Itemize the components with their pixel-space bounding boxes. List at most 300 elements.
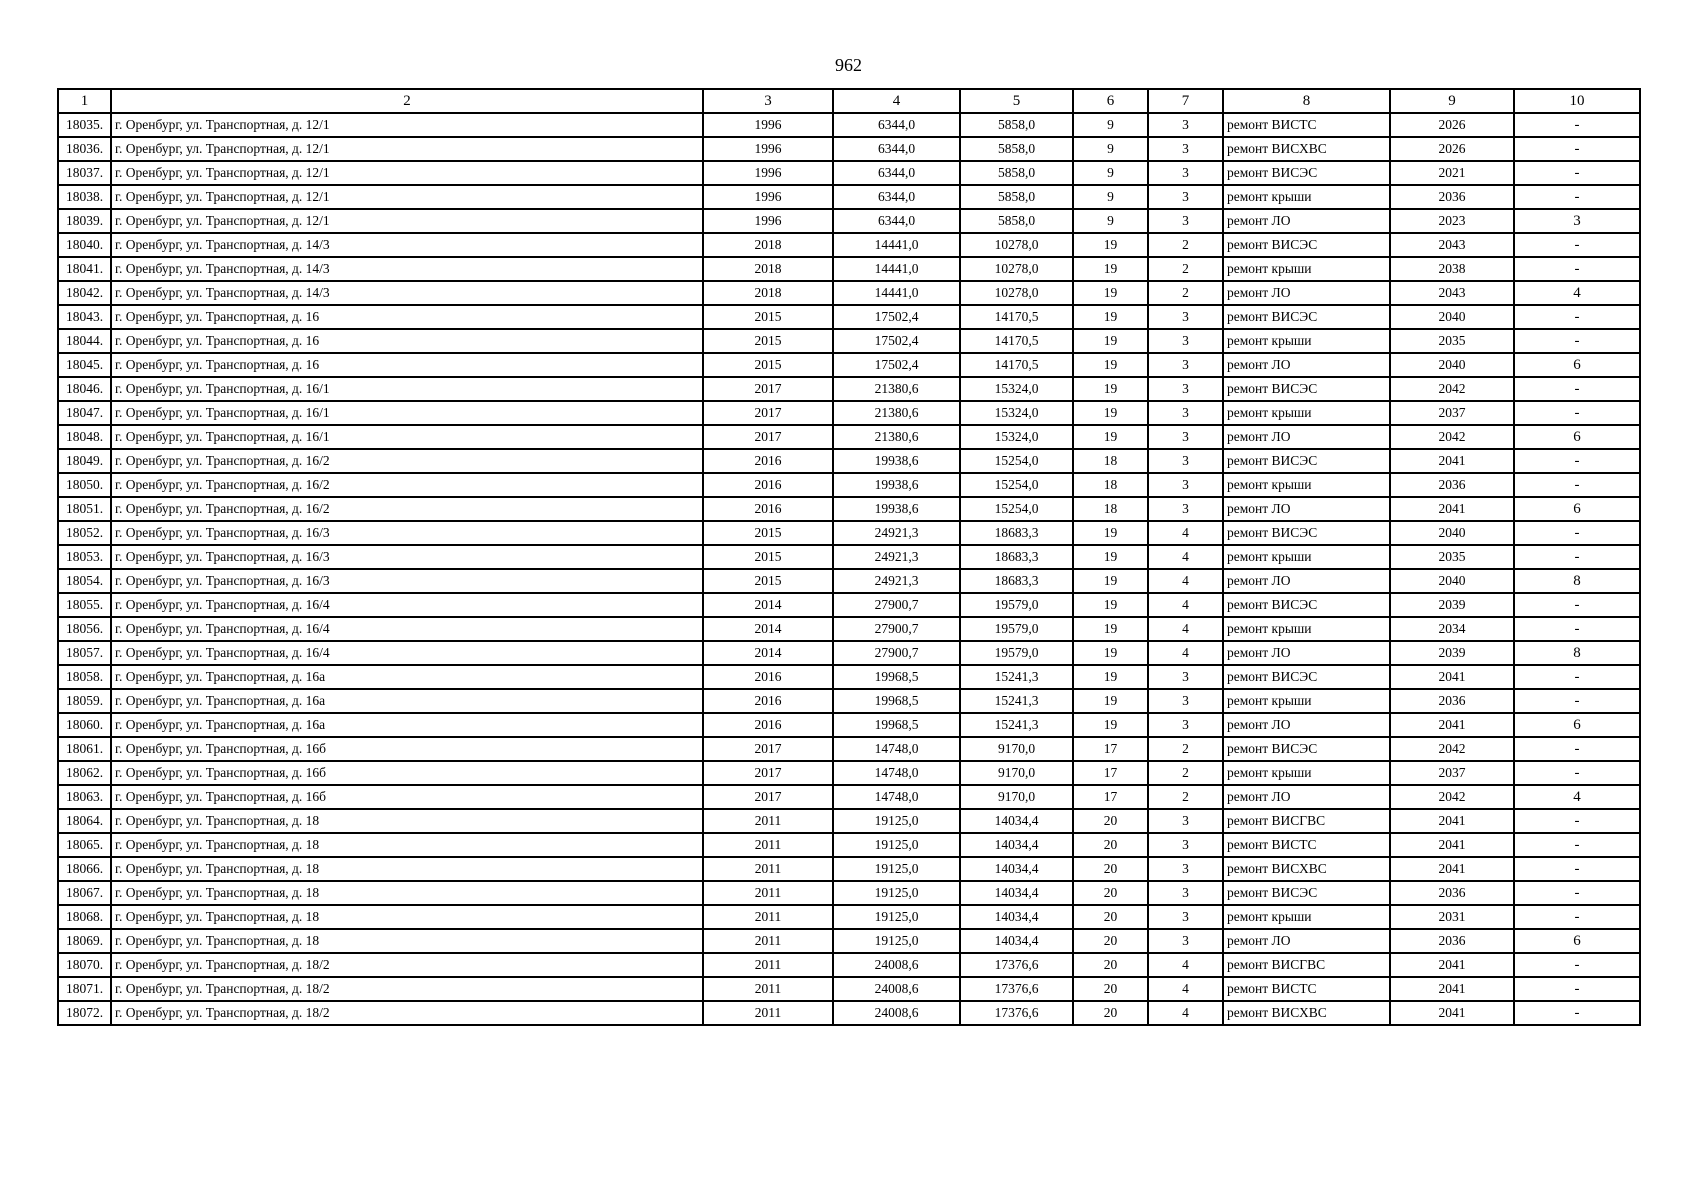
year-cell: 2017 [703, 425, 833, 449]
table-row [58, 689, 1640, 713]
floors-cell: 19 [1073, 281, 1148, 305]
row-number-cell: 18071. [58, 977, 111, 1001]
entrances-cell: 2 [1148, 761, 1223, 785]
work-type-cell: ремонт крыши [1223, 905, 1390, 929]
address-cell: г. Оренбург, ул. Транспортная, д. 16/2 [111, 497, 703, 521]
work-type-cell: ремонт крыши [1223, 401, 1390, 425]
floors-cell: 17 [1073, 761, 1148, 785]
address-cell: г. Оренбург, ул. Транспортная, д. 16 [111, 353, 703, 377]
row-number-cell: 18057. [58, 641, 111, 665]
table-body [58, 113, 1640, 1025]
work-type-cell: ремонт ВИСЭС [1223, 377, 1390, 401]
planned-year-cell: 2036 [1390, 473, 1514, 497]
address-cell: г. Оренбург, ул. Транспортная, д. 12/1 [111, 185, 703, 209]
address-cell: г. Оренбург, ул. Транспортная, д. 18 [111, 881, 703, 905]
total-area-cell: 19125,0 [833, 809, 960, 833]
column-header: 2 [111, 89, 703, 113]
table-row [58, 545, 1640, 569]
extra-value-cell: - [1514, 377, 1640, 401]
year-cell: 2015 [703, 521, 833, 545]
table-row [58, 329, 1640, 353]
address-cell: г. Оренбург, ул. Транспортная, д. 12/1 [111, 161, 703, 185]
total-area-cell: 19125,0 [833, 929, 960, 953]
row-number-cell: 18055. [58, 593, 111, 617]
year-cell: 2018 [703, 281, 833, 305]
address-cell: г. Оренбург, ул. Транспортная, д. 16/4 [111, 617, 703, 641]
planned-year-cell: 2036 [1390, 929, 1514, 953]
extra-value-cell: - [1514, 257, 1640, 281]
row-number-cell: 18065. [58, 833, 111, 857]
entrances-cell: 3 [1148, 473, 1223, 497]
total-area-cell: 19125,0 [833, 857, 960, 881]
floors-cell: 19 [1073, 713, 1148, 737]
entrances-cell: 3 [1148, 713, 1223, 737]
table-row [58, 713, 1640, 737]
living-area-cell: 14034,4 [960, 905, 1073, 929]
year-cell: 2011 [703, 1001, 833, 1025]
extra-value-cell: - [1514, 473, 1640, 497]
floors-cell: 9 [1073, 209, 1148, 233]
column-header: 10 [1514, 89, 1640, 113]
row-number-cell: 18069. [58, 929, 111, 953]
planned-year-cell: 2041 [1390, 497, 1514, 521]
year-cell: 2016 [703, 497, 833, 521]
table-row [58, 449, 1640, 473]
planned-year-cell: 2041 [1390, 449, 1514, 473]
year-cell: 2011 [703, 881, 833, 905]
extra-value-cell: - [1514, 689, 1640, 713]
living-area-cell: 15254,0 [960, 449, 1073, 473]
total-area-cell: 6344,0 [833, 185, 960, 209]
total-area-cell: 14748,0 [833, 737, 960, 761]
total-area-cell: 14441,0 [833, 281, 960, 305]
table-row [58, 809, 1640, 833]
table-row [58, 833, 1640, 857]
row-number-cell: 18045. [58, 353, 111, 377]
entrances-cell: 4 [1148, 641, 1223, 665]
year-cell: 2011 [703, 833, 833, 857]
address-cell: г. Оренбург, ул. Транспортная, д. 12/1 [111, 113, 703, 137]
row-number-cell: 18066. [58, 857, 111, 881]
table-row [58, 857, 1640, 881]
planned-year-cell: 2041 [1390, 1001, 1514, 1025]
planned-year-cell: 2036 [1390, 185, 1514, 209]
table-row [58, 521, 1640, 545]
living-area-cell: 14034,4 [960, 809, 1073, 833]
planned-year-cell: 2037 [1390, 761, 1514, 785]
entrances-cell: 3 [1148, 905, 1223, 929]
work-type-cell: ремонт ВИСЭС [1223, 233, 1390, 257]
extra-value-cell: - [1514, 185, 1640, 209]
total-area-cell: 24008,6 [833, 977, 960, 1001]
floors-cell: 19 [1073, 665, 1148, 689]
living-area-cell: 10278,0 [960, 233, 1073, 257]
entrances-cell: 3 [1148, 449, 1223, 473]
planned-year-cell: 2035 [1390, 545, 1514, 569]
row-number-cell: 18063. [58, 785, 111, 809]
floors-cell: 19 [1073, 377, 1148, 401]
work-type-cell: ремонт ЛО [1223, 209, 1390, 233]
table-row [58, 425, 1640, 449]
floors-cell: 17 [1073, 737, 1148, 761]
living-area-cell: 5858,0 [960, 161, 1073, 185]
planned-year-cell: 2040 [1390, 305, 1514, 329]
year-cell: 1996 [703, 113, 833, 137]
row-number-cell: 18046. [58, 377, 111, 401]
year-cell: 2018 [703, 257, 833, 281]
address-cell: г. Оренбург, ул. Транспортная, д. 18/2 [111, 977, 703, 1001]
planned-year-cell: 2039 [1390, 641, 1514, 665]
row-number-cell: 18049. [58, 449, 111, 473]
extra-value-cell: - [1514, 113, 1640, 137]
address-cell: г. Оренбург, ул. Транспортная, д. 16/2 [111, 473, 703, 497]
extra-value-cell: 3 [1514, 209, 1640, 233]
planned-year-cell: 2043 [1390, 281, 1514, 305]
entrances-cell: 2 [1148, 233, 1223, 257]
year-cell: 2017 [703, 377, 833, 401]
year-cell: 2014 [703, 641, 833, 665]
year-cell: 1996 [703, 161, 833, 185]
floors-cell: 20 [1073, 953, 1148, 977]
year-cell: 2014 [703, 617, 833, 641]
planned-year-cell: 2038 [1390, 257, 1514, 281]
entrances-cell: 3 [1148, 497, 1223, 521]
year-cell: 2017 [703, 761, 833, 785]
living-area-cell: 17376,6 [960, 1001, 1073, 1025]
living-area-cell: 10278,0 [960, 257, 1073, 281]
work-type-cell: ремонт крыши [1223, 257, 1390, 281]
address-cell: г. Оренбург, ул. Транспортная, д. 16/4 [111, 641, 703, 665]
row-number-cell: 18038. [58, 185, 111, 209]
row-number-cell: 18037. [58, 161, 111, 185]
living-area-cell: 15241,3 [960, 665, 1073, 689]
work-type-cell: ремонт ЛО [1223, 425, 1390, 449]
floors-cell: 19 [1073, 257, 1148, 281]
extra-value-cell: - [1514, 401, 1640, 425]
entrances-cell: 4 [1148, 953, 1223, 977]
floors-cell: 19 [1073, 353, 1148, 377]
address-cell: г. Оренбург, ул. Транспортная, д. 12/1 [111, 209, 703, 233]
work-type-cell: ремонт ЛО [1223, 713, 1390, 737]
entrances-cell: 4 [1148, 977, 1223, 1001]
planned-year-cell: 2037 [1390, 401, 1514, 425]
floors-cell: 19 [1073, 617, 1148, 641]
floors-cell: 20 [1073, 857, 1148, 881]
address-cell: г. Оренбург, ул. Транспортная, д. 16/1 [111, 377, 703, 401]
extra-value-cell: - [1514, 449, 1640, 473]
floors-cell: 17 [1073, 785, 1148, 809]
planned-year-cell: 2039 [1390, 593, 1514, 617]
planned-year-cell: 2042 [1390, 785, 1514, 809]
extra-value-cell: - [1514, 329, 1640, 353]
table-row [58, 377, 1640, 401]
year-cell: 2011 [703, 809, 833, 833]
entrances-cell: 2 [1148, 257, 1223, 281]
work-type-cell: ремонт крыши [1223, 473, 1390, 497]
row-number-cell: 18035. [58, 113, 111, 137]
column-number-header-row [58, 89, 1640, 113]
year-cell: 2017 [703, 785, 833, 809]
address-cell: г. Оренбург, ул. Транспортная, д. 18 [111, 905, 703, 929]
entrances-cell: 3 [1148, 305, 1223, 329]
page-number: 962 [835, 55, 862, 75]
address-cell: г. Оренбург, ул. Транспортная, д. 16 [111, 305, 703, 329]
total-area-cell: 19938,6 [833, 473, 960, 497]
extra-value-cell: - [1514, 857, 1640, 881]
extra-value-cell: 6 [1514, 929, 1640, 953]
column-header: 7 [1148, 89, 1223, 113]
living-area-cell: 17376,6 [960, 953, 1073, 977]
floors-cell: 20 [1073, 1001, 1148, 1025]
address-cell: г. Оренбург, ул. Транспортная, д. 18 [111, 809, 703, 833]
row-number-cell: 18040. [58, 233, 111, 257]
living-area-cell: 5858,0 [960, 113, 1073, 137]
year-cell: 2018 [703, 233, 833, 257]
total-area-cell: 24008,6 [833, 953, 960, 977]
table-row [58, 977, 1640, 1001]
entrances-cell: 4 [1148, 569, 1223, 593]
entrances-cell: 3 [1148, 689, 1223, 713]
table-row [58, 209, 1640, 233]
year-cell: 2016 [703, 665, 833, 689]
year-cell: 2016 [703, 473, 833, 497]
row-number-cell: 18056. [58, 617, 111, 641]
address-cell: г. Оренбург, ул. Транспортная, д. 14/3 [111, 281, 703, 305]
living-area-cell: 9170,0 [960, 785, 1073, 809]
floors-cell: 9 [1073, 113, 1148, 137]
entrances-cell: 3 [1148, 185, 1223, 209]
planned-year-cell: 2043 [1390, 233, 1514, 257]
column-header: 5 [960, 89, 1073, 113]
work-type-cell: ремонт ЛО [1223, 641, 1390, 665]
address-cell: г. Оренбург, ул. Транспортная, д. 18 [111, 857, 703, 881]
extra-value-cell: 6 [1514, 713, 1640, 737]
extra-value-cell: 6 [1514, 425, 1640, 449]
entrances-cell: 3 [1148, 425, 1223, 449]
total-area-cell: 19938,6 [833, 449, 960, 473]
address-cell: г. Оренбург, ул. Транспортная, д. 16а [111, 665, 703, 689]
total-area-cell: 6344,0 [833, 113, 960, 137]
address-cell: г. Оренбург, ул. Транспортная, д. 16б [111, 761, 703, 785]
row-number-cell: 18044. [58, 329, 111, 353]
work-type-cell: ремонт ВИСХВС [1223, 857, 1390, 881]
work-type-cell: ремонт ВИСЭС [1223, 305, 1390, 329]
extra-value-cell: 6 [1514, 497, 1640, 521]
floors-cell: 19 [1073, 641, 1148, 665]
address-cell: г. Оренбург, ул. Транспортная, д. 18 [111, 929, 703, 953]
work-type-cell: ремонт ВИСЭС [1223, 737, 1390, 761]
planned-year-cell: 2026 [1390, 113, 1514, 137]
living-area-cell: 5858,0 [960, 209, 1073, 233]
address-cell: г. Оренбург, ул. Транспортная, д. 16/4 [111, 593, 703, 617]
total-area-cell: 19968,5 [833, 665, 960, 689]
floors-cell: 9 [1073, 161, 1148, 185]
table-row [58, 233, 1640, 257]
total-area-cell: 24921,3 [833, 521, 960, 545]
extra-value-cell: - [1514, 521, 1640, 545]
work-type-cell: ремонт крыши [1223, 329, 1390, 353]
living-area-cell: 5858,0 [960, 137, 1073, 161]
extra-value-cell: - [1514, 233, 1640, 257]
table-row [58, 761, 1640, 785]
total-area-cell: 19968,5 [833, 689, 960, 713]
year-cell: 2011 [703, 857, 833, 881]
living-area-cell: 15324,0 [960, 401, 1073, 425]
total-area-cell: 6344,0 [833, 137, 960, 161]
entrances-cell: 3 [1148, 377, 1223, 401]
entrances-cell: 4 [1148, 617, 1223, 641]
year-cell: 2011 [703, 953, 833, 977]
total-area-cell: 14441,0 [833, 233, 960, 257]
column-header: 8 [1223, 89, 1390, 113]
year-cell: 2016 [703, 713, 833, 737]
extra-value-cell: 6 [1514, 353, 1640, 377]
planned-year-cell: 2034 [1390, 617, 1514, 641]
living-area-cell: 19579,0 [960, 593, 1073, 617]
year-cell: 2016 [703, 689, 833, 713]
row-number-cell: 18048. [58, 425, 111, 449]
extra-value-cell: - [1514, 905, 1640, 929]
planned-year-cell: 2041 [1390, 713, 1514, 737]
entrances-cell: 3 [1148, 353, 1223, 377]
address-cell: г. Оренбург, ул. Транспортная, д. 16/2 [111, 449, 703, 473]
total-area-cell: 19125,0 [833, 833, 960, 857]
floors-cell: 9 [1073, 185, 1148, 209]
living-area-cell: 15241,3 [960, 713, 1073, 737]
year-cell: 2015 [703, 329, 833, 353]
table-row [58, 617, 1640, 641]
work-type-cell: ремонт ВИСЭС [1223, 881, 1390, 905]
living-area-cell: 15324,0 [960, 377, 1073, 401]
extra-value-cell: - [1514, 593, 1640, 617]
work-type-cell: ремонт крыши [1223, 761, 1390, 785]
total-area-cell: 17502,4 [833, 329, 960, 353]
entrances-cell: 3 [1148, 401, 1223, 425]
table-row [58, 305, 1640, 329]
planned-year-cell: 2023 [1390, 209, 1514, 233]
table-row [58, 185, 1640, 209]
floors-cell: 20 [1073, 929, 1148, 953]
floors-cell: 20 [1073, 905, 1148, 929]
table-row [58, 737, 1640, 761]
total-area-cell: 19938,6 [833, 497, 960, 521]
work-type-cell: ремонт ЛО [1223, 281, 1390, 305]
year-cell: 2017 [703, 401, 833, 425]
planned-year-cell: 2036 [1390, 881, 1514, 905]
year-cell: 1996 [703, 209, 833, 233]
table-row [58, 137, 1640, 161]
planned-year-cell: 2041 [1390, 809, 1514, 833]
work-type-cell: ремонт крыши [1223, 689, 1390, 713]
entrances-cell: 4 [1148, 593, 1223, 617]
living-area-cell: 9170,0 [960, 761, 1073, 785]
planned-year-cell: 2036 [1390, 689, 1514, 713]
work-type-cell: ремонт ЛО [1223, 929, 1390, 953]
entrances-cell: 3 [1148, 929, 1223, 953]
planned-year-cell: 2041 [1390, 977, 1514, 1001]
work-type-cell: ремонт ВИСХВС [1223, 137, 1390, 161]
work-type-cell: ремонт крыши [1223, 545, 1390, 569]
address-cell: г. Оренбург, ул. Транспортная, д. 16б [111, 737, 703, 761]
housing-repair-table [57, 88, 1641, 1026]
year-cell: 1996 [703, 137, 833, 161]
living-area-cell: 19579,0 [960, 641, 1073, 665]
address-cell: г. Оренбург, ул. Транспортная, д. 14/3 [111, 257, 703, 281]
row-number-cell: 18050. [58, 473, 111, 497]
address-cell: г. Оренбург, ул. Транспортная, д. 16/3 [111, 569, 703, 593]
address-cell: г. Оренбург, ул. Транспортная, д. 16/3 [111, 545, 703, 569]
floors-cell: 18 [1073, 449, 1148, 473]
floors-cell: 20 [1073, 833, 1148, 857]
row-number-cell: 18067. [58, 881, 111, 905]
total-area-cell: 6344,0 [833, 161, 960, 185]
table-row [58, 905, 1640, 929]
table-row [58, 641, 1640, 665]
extra-value-cell: - [1514, 833, 1640, 857]
address-cell: г. Оренбург, ул. Транспортная, д. 16/1 [111, 425, 703, 449]
row-number-cell: 18070. [58, 953, 111, 977]
floors-cell: 20 [1073, 881, 1148, 905]
work-type-cell: ремонт ВИСЭС [1223, 521, 1390, 545]
living-area-cell: 15254,0 [960, 497, 1073, 521]
table-row [58, 665, 1640, 689]
entrances-cell: 3 [1148, 665, 1223, 689]
row-number-cell: 18052. [58, 521, 111, 545]
table-row [58, 497, 1640, 521]
total-area-cell: 24921,3 [833, 545, 960, 569]
row-number-cell: 18060. [58, 713, 111, 737]
work-type-cell: ремонт ВИСЭС [1223, 161, 1390, 185]
total-area-cell: 14748,0 [833, 785, 960, 809]
table-row [58, 353, 1640, 377]
living-area-cell: 15324,0 [960, 425, 1073, 449]
total-area-cell: 19125,0 [833, 905, 960, 929]
row-number-cell: 18061. [58, 737, 111, 761]
address-cell: г. Оренбург, ул. Транспортная, д. 16а [111, 713, 703, 737]
total-area-cell: 21380,6 [833, 401, 960, 425]
work-type-cell: ремонт крыши [1223, 617, 1390, 641]
planned-year-cell: 2031 [1390, 905, 1514, 929]
year-cell: 2015 [703, 305, 833, 329]
living-area-cell: 14170,5 [960, 305, 1073, 329]
living-area-cell: 5858,0 [960, 185, 1073, 209]
column-header: 4 [833, 89, 960, 113]
address-cell: г. Оренбург, ул. Транспортная, д. 16а [111, 689, 703, 713]
living-area-cell: 18683,3 [960, 521, 1073, 545]
entrances-cell: 2 [1148, 785, 1223, 809]
floors-cell: 19 [1073, 521, 1148, 545]
work-type-cell: ремонт крыши [1223, 185, 1390, 209]
total-area-cell: 24008,6 [833, 1001, 960, 1025]
entrances-cell: 3 [1148, 209, 1223, 233]
total-area-cell: 27900,7 [833, 617, 960, 641]
planned-year-cell: 2040 [1390, 521, 1514, 545]
planned-year-cell: 2042 [1390, 377, 1514, 401]
year-cell: 2015 [703, 569, 833, 593]
row-number-cell: 18042. [58, 281, 111, 305]
row-number-cell: 18058. [58, 665, 111, 689]
living-area-cell: 18683,3 [960, 569, 1073, 593]
extra-value-cell: - [1514, 737, 1640, 761]
work-type-cell: ремонт ВИСГВС [1223, 953, 1390, 977]
row-number-cell: 18051. [58, 497, 111, 521]
planned-year-cell: 2041 [1390, 833, 1514, 857]
row-number-cell: 18072. [58, 1001, 111, 1025]
floors-cell: 18 [1073, 497, 1148, 521]
row-number-cell: 18039. [58, 209, 111, 233]
table-row [58, 953, 1640, 977]
address-cell: г. Оренбург, ул. Транспортная, д. 18/2 [111, 1001, 703, 1025]
